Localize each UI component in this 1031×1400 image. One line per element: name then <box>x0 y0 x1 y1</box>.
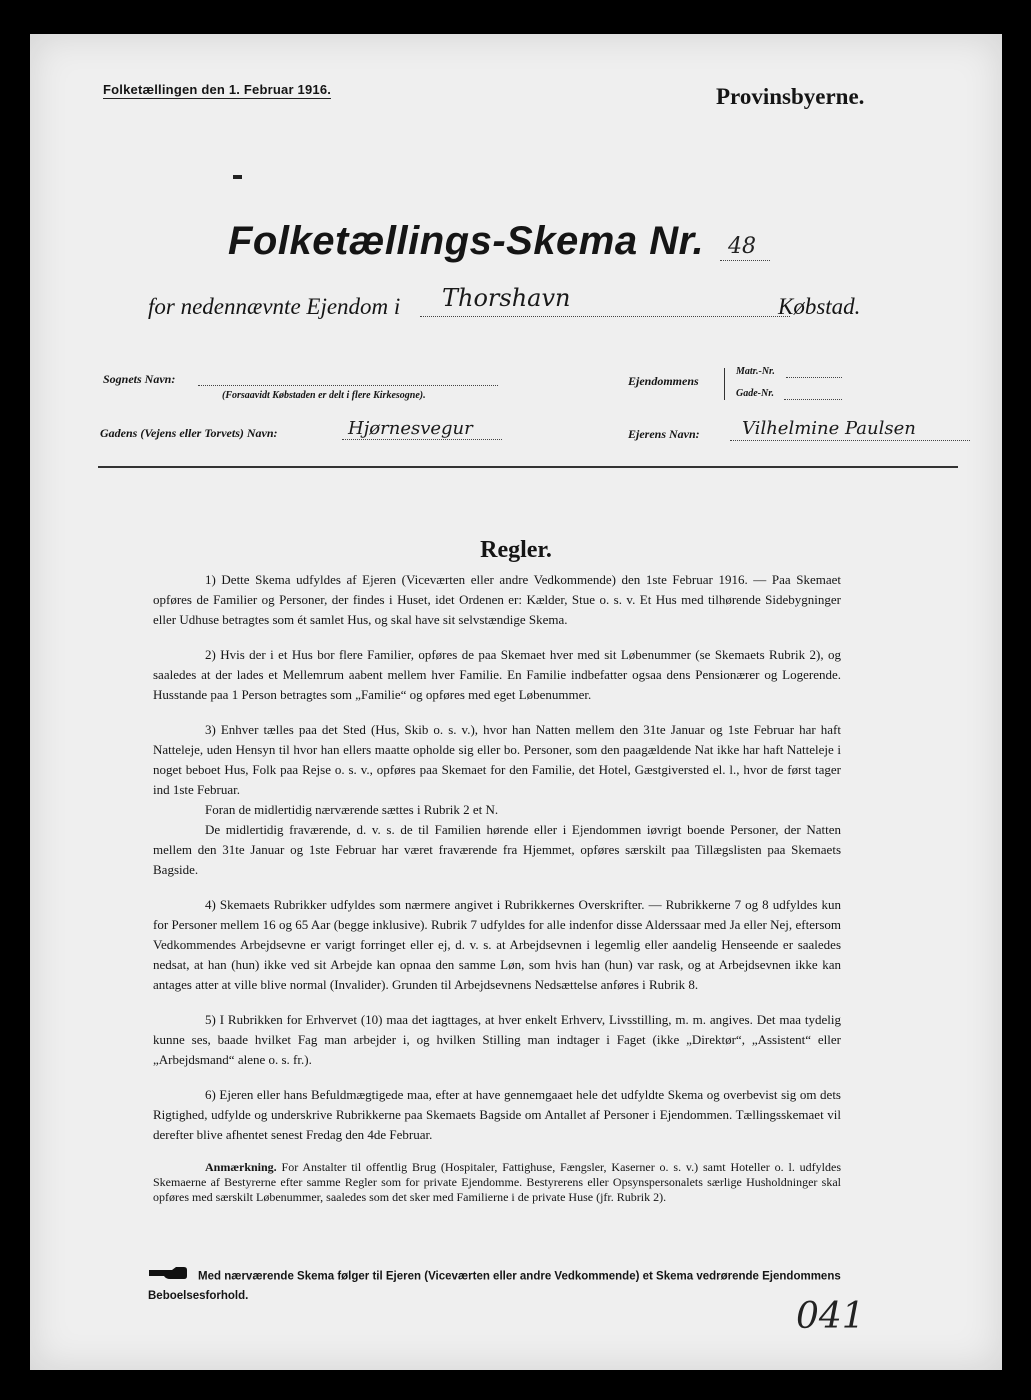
footer-text: Med nærværende Skema følger til Ejeren (Viceværten eller andre Vedkommende) et Skema vedrørende Ejendommens Beboelsesforhold. <box>148 1270 841 1302</box>
parish-line <box>198 385 498 386</box>
form-title: Folketællings-Skema Nr. <box>228 219 705 263</box>
gade-nr-label: Gade-Nr. <box>736 388 775 399</box>
subtitle-suffix: Købstad. <box>778 294 861 319</box>
note-paragraph <box>153 1160 841 1205</box>
rule-2: 2) Hvis der i et Hus bor flere Familier, opføres de paa Skemaet hver med sit Løbenummer (se Skemaets Rubrik 2), og saaledes at der lades et Mellemrum aabent mellem hver Familie. En Familie indbefatter ogsaa dens Pensionærer og Logerende. Husstande paa 1 Person betragtes som „Familie“ og opføres med eget Løbenummer. <box>153 647 841 702</box>
property-label: Ejendommens <box>628 374 699 388</box>
rule-3-temporary-present: Foran de midlertidig nærværende sættes i Rubrik 2 et N. <box>205 802 499 817</box>
street-handwritten: Hjørnesvegur <box>348 418 473 439</box>
owner-label: Ejerens Navn: <box>628 427 700 441</box>
form-number-handwritten: 48 <box>728 234 756 259</box>
note-text: For Anstalter til offentlig Brug (Hospitaler, Fattighuse, Fængsler, Kaserner o. s. v.) samt Hoteller o. l. udfyldes Skemaerne af Bestyrerne efter samme Regler som for private Ejendomme. Bestyrerens eller Opsynspersonalets særlige Husholdninger skal opføres med særskilt Løbenummer, saaledes som det sker med Familierne i de private Huse (jfr. Rubrik 2). <box>153 1160 841 1204</box>
region-header: Provinsbyerne. <box>716 84 865 109</box>
note-label: Anmærkning. <box>205 1160 277 1174</box>
handwritten-page-number: 041 <box>796 1296 865 1337</box>
rule-5: 5) I Rubrikken for Erhvervet (10) maa det iagttages, at hver enkelt Erhverv, Livsstilling, m. m. angives. Det maa tydelig kunne ses, baade hvilket Fag man arbejder i, og hvilken Stilling man indtager i Faget (ikke „Direktør“, „Assistent“ eller „Arbejdsmand“ alene o. s. fr.). <box>153 1012 841 1067</box>
owner-handwritten: Vilhelmine Paulsen <box>742 418 916 439</box>
rule-3: 3) Enhver tælles paa det Sted (Hus, Skib o. s. v.), hvor han Natten mellem den 31te Januar og 1ste Februar har haft Natteleje, uden Hensyn til hvor han ellers maatte opholde sig eller bo. Personer, som den paagældende Nat ikke har haft Natteleje i noget beboet Hus, Folk paa Rejse o. s. v., opføres paa Skemaet for den Familie, det Hotel, Gæstgiversted el. l., hvor de først tager ind 1ste Februar. <box>153 722 841 797</box>
owner-line <box>730 440 970 441</box>
footer-notice <box>148 1266 848 1306</box>
parish-label: Sognets Navn: <box>103 372 176 386</box>
census-form-page <box>30 34 1002 1370</box>
rule-4: 4) Skemaets Rubrikker udfyldes som nærmere angivet i Rubrikkernes Overskrifter. — Rubrikkerne 7 og 8 udfyldes kun for Personer mellem 16 og 65 Aar (begge inklusive). Rubrik 7 udfyldes for alle indenfor disse Alderssaar med Ja eller Nej, eftersom Vedkommendes Arbejdsevne er varigt forringet eller ej, d. v. s. at Arbejdsevnen i legemlig eller aandelig Henseende er saaledes nedsat, at han (hun) ikke ved sit Arbejde kan opnaa den samme Løn, som hvis han (hun) var rask, og at Arbejdsevnen ikke kan antages atter at ville blive normal (Invalider). Grunden til Arbejdsevnens Nedsættelse anføres i Rubrik 8. <box>153 897 841 992</box>
section-divider <box>98 466 958 468</box>
bracket <box>724 368 725 400</box>
rule-3-temporary-absent: De midlertidig fraværende, d. v. s. de til Familien hørende eller i Ejendommen iøvrigt boende Personer, der Natten mellem den 31te Januar og 1ste Februar har været fraværende fra Hjemmet, opføres særskilt paa Tillægslisten paa Skemaets Bagside. <box>153 822 841 877</box>
subtitle-prefix: for nedennævnte Ejendom i <box>148 294 401 319</box>
parish-note: (Forsaavidt Købstaden er delt i flere Kirkesogne). <box>222 390 426 401</box>
gade-nr-line <box>784 399 842 400</box>
rules-body <box>153 570 841 1209</box>
ink-mark <box>233 175 242 179</box>
form-number-line <box>720 260 770 261</box>
street-line <box>342 439 502 440</box>
street-label: Gadens (Vejens eller Torvets) Navn: <box>100 426 278 440</box>
census-date-header: Folketællingen den 1. Februar 1916. <box>103 82 332 97</box>
pointing-hand-icon <box>148 1266 188 1287</box>
rule-1: 1) Dette Skema udfyldes af Ejeren (Viceværten eller andre Vedkommende) den 1ste Februar 1916. — Paa Skemaet opføres de Familier og Personer, der findes i Huset, idet Ordenen er: Kælder, Stue o. s. v. Et Hus med tilhørende Sidebygninger eller Udhuse betragtes som ét samlet Hus, og skal have sit selvstændige Skema. <box>153 572 841 627</box>
town-handwritten: Thorshavn <box>442 284 571 312</box>
rule-6: 6) Ejeren eller hans Befuldmægtigede maa, efter at have gennemgaaet hele det udfyldte Skema og overbevist sig om dets Rigtighed, udfylde og underskrive Rubrikkerne paa Skemaets Bagside om Antallet af Personer i Ejendommen. Tællingsskemaet vil derefter blive afhentet senest Fredag den 4de Februar. <box>153 1087 841 1142</box>
matr-nr-line <box>786 377 842 378</box>
rules-heading: Regler. <box>480 537 552 563</box>
town-line <box>420 316 790 317</box>
matr-nr-label: Matr.-Nr. <box>736 366 775 377</box>
